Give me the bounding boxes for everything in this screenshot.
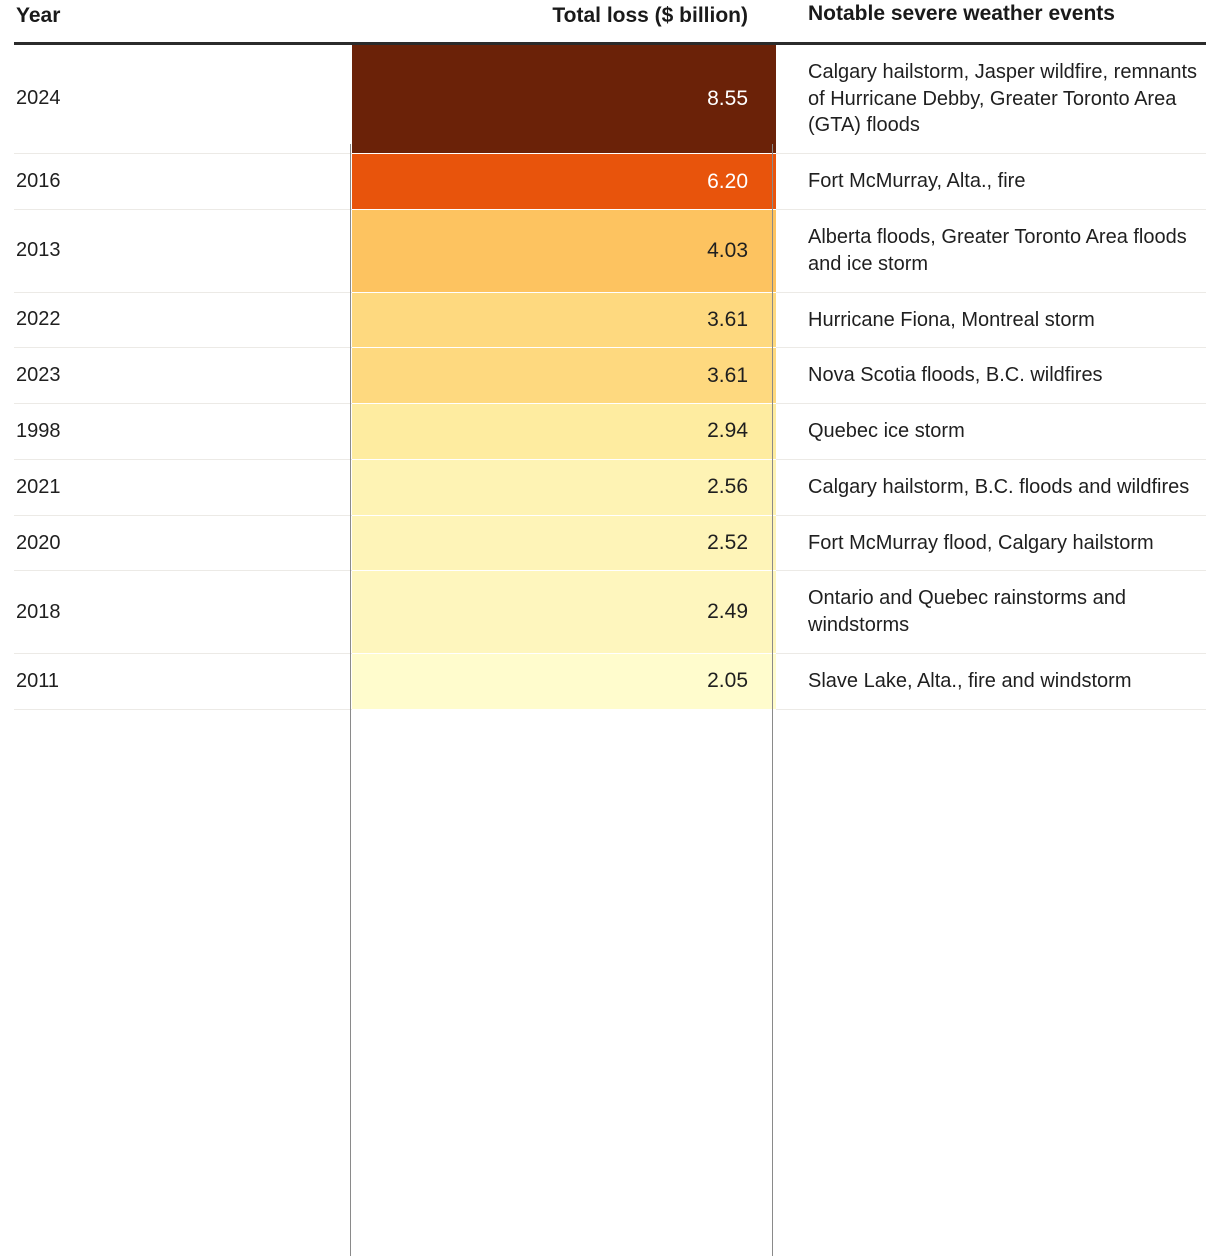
cell-notable-events: Alberta floods, Greater Toronto Area floods and ice storm <box>776 209 1206 292</box>
cell-total-loss: 2.94 <box>352 404 776 460</box>
cell-year: 1998 <box>14 404 352 460</box>
heat-column-right-rule <box>772 144 773 1256</box>
cell-notable-events: Hurricane Fiona, Montreal storm <box>776 292 1206 348</box>
cell-notable-events: Nova Scotia floods, B.C. wildfires <box>776 348 1206 404</box>
cell-total-loss: 2.52 <box>352 515 776 571</box>
cell-year: 2022 <box>14 292 352 348</box>
cell-total-loss: 2.05 <box>352 654 776 710</box>
cell-year: 2011 <box>14 654 352 710</box>
cell-year: 2020 <box>14 515 352 571</box>
cell-notable-events: Calgary hailstorm, Jasper wildfire, remnants of Hurricane Debby, Greater Toronto Area (GTA) floods <box>776 43 1206 153</box>
column-header-total-loss: Total loss ($ billion) <box>352 0 776 43</box>
cell-notable-events: Calgary hailstorm, B.C. floods and wildfires <box>776 459 1206 515</box>
severe-weather-loss-table <box>14 0 1206 710</box>
heat-column-left-rule <box>350 144 351 1256</box>
cell-notable-events: Ontario and Quebec rainstorms and windstorms <box>776 571 1206 654</box>
cell-notable-events: Fort McMurray flood, Calgary hailstorm <box>776 515 1206 571</box>
table-row <box>14 459 1206 515</box>
column-header-notable-events: Notable severe weather events <box>776 0 1206 43</box>
table-row <box>14 209 1206 292</box>
table-body <box>14 43 1206 709</box>
cell-year: 2023 <box>14 348 352 404</box>
table-row <box>14 154 1206 210</box>
table-row <box>14 404 1206 460</box>
table-row <box>14 654 1206 710</box>
column-header-year: Year <box>14 0 352 43</box>
cell-total-loss: 6.20 <box>352 154 776 210</box>
cell-total-loss: 3.61 <box>352 348 776 404</box>
cell-notable-events: Slave Lake, Alta., fire and windstorm <box>776 654 1206 710</box>
cell-year: 2016 <box>14 154 352 210</box>
cell-notable-events: Quebec ice storm <box>776 404 1206 460</box>
table-row <box>14 571 1206 654</box>
cell-year: 2021 <box>14 459 352 515</box>
table-row <box>14 515 1206 571</box>
cell-year: 2013 <box>14 209 352 292</box>
table-row <box>14 292 1206 348</box>
cell-total-loss: 4.03 <box>352 209 776 292</box>
cell-total-loss: 3.61 <box>352 292 776 348</box>
table-header <box>14 0 1206 43</box>
table-row <box>14 348 1206 404</box>
table-header-row <box>14 0 1206 43</box>
cell-notable-events: Fort McMurray, Alta., fire <box>776 154 1206 210</box>
cell-total-loss: 8.55 <box>352 43 776 153</box>
cell-year: 2018 <box>14 571 352 654</box>
cell-total-loss: 2.49 <box>352 571 776 654</box>
cell-year: 2024 <box>14 43 352 153</box>
cell-total-loss: 2.56 <box>352 459 776 515</box>
table-row <box>14 43 1206 153</box>
